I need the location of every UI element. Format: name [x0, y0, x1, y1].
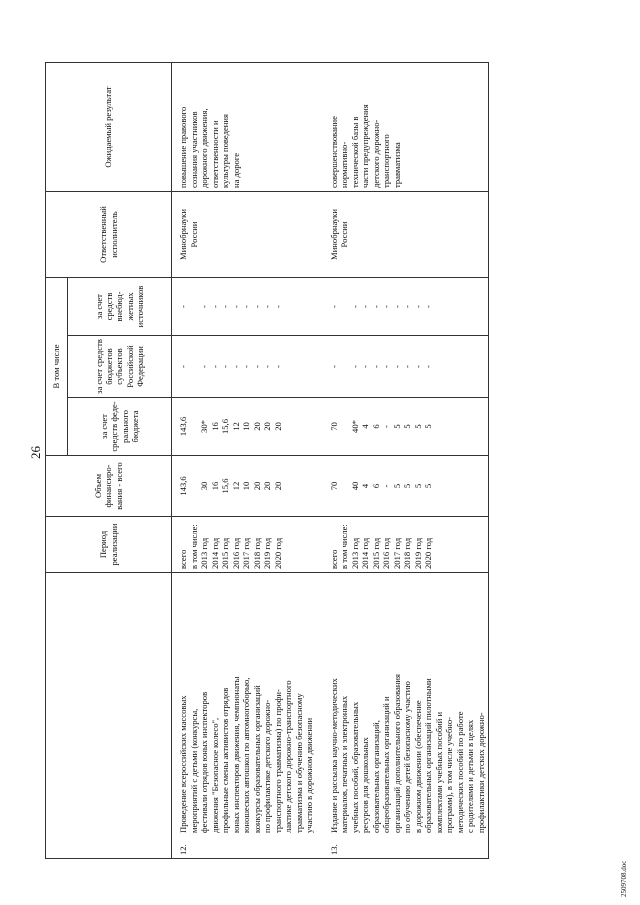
text-line [189, 281, 200, 332]
text-line: - [381, 365, 391, 368]
text-line: транспортного [381, 134, 391, 188]
text-line: образовательных организаций, [370, 720, 381, 833]
text-line: - [251, 305, 262, 308]
executor-cell [321, 192, 489, 278]
text-line: - [360, 365, 370, 368]
text-line: - [241, 365, 251, 368]
text-line: технической базы в [349, 116, 360, 188]
text-line: травматизма [391, 142, 402, 188]
period-cell [321, 517, 489, 573]
text-line: участию в дорожном движении [304, 717, 314, 833]
text-line [339, 401, 350, 452]
text-line: 5 [412, 424, 423, 429]
text-line: 16 [209, 422, 220, 431]
text-line: конкурсы образовательных организаций [251, 685, 262, 833]
regional-cell [321, 336, 489, 398]
text-line: 2018 год [251, 537, 262, 569]
text-line: фестивали отрядов юных инспекторов [199, 691, 209, 833]
header-result: Ожидаемый результат [46, 63, 172, 192]
text-line: 20 [262, 422, 272, 431]
text-line: - [391, 365, 402, 368]
text-line: 6 [370, 424, 381, 429]
text-line: общеобразовательных организаций и [381, 696, 391, 833]
page-number: 26 [28, 446, 43, 459]
row-number: 12. [178, 844, 188, 855]
text-line: - [251, 365, 262, 368]
header-in-total: В том числе [46, 278, 68, 456]
text-line: в том числе: [188, 524, 199, 569]
text-line: России [339, 221, 349, 248]
text-line: - [199, 365, 209, 368]
text-line: 5 [402, 424, 412, 429]
text-line: - [402, 365, 412, 368]
text-line: культуры поведения [220, 114, 230, 188]
text-line: - [349, 305, 360, 308]
text-line: материалов, печатных и электронных [339, 695, 349, 833]
text-line: дорожного движения, [199, 108, 209, 188]
text-line: - [262, 365, 272, 368]
text-line: 20 [272, 422, 283, 431]
text-line: 2018 год [402, 537, 412, 569]
extra-cell [321, 278, 489, 336]
text-line: 15,6 [220, 418, 230, 435]
text-line: России [188, 221, 199, 248]
text-line: 5 [412, 483, 423, 489]
text-line: 2020 год [423, 537, 433, 569]
description-lines [178, 677, 315, 833]
text-line: ответственности и [209, 120, 220, 188]
text-line: - [199, 305, 209, 308]
text-line: 40 [349, 481, 360, 491]
text-line: 16 [209, 481, 220, 491]
text-line: 2013 год [199, 537, 209, 569]
text-line [339, 339, 350, 394]
text-line: 10 [241, 481, 251, 491]
text-line [189, 339, 200, 394]
text-line: 2013 год [349, 537, 360, 569]
header-executor: Ответственный исполнитель [46, 192, 172, 278]
measure-description [172, 573, 321, 859]
text-line: - [381, 425, 391, 428]
text-line: программ), в том числе учебно- [444, 717, 454, 833]
text-line: - [370, 305, 381, 308]
text-line: транспортного травматизма) по профи- [272, 689, 283, 833]
text-line: 5 [423, 424, 433, 429]
header-regional: за счет средств бюджетов субъектов Российской Федерации [68, 336, 172, 398]
text-line [189, 401, 200, 452]
text-line: - [423, 365, 433, 368]
text-line: 143,6 [178, 476, 188, 496]
result-cell [172, 63, 321, 192]
text-line: всего [178, 549, 188, 569]
header-federal: за счет средств феде-рального бюджета [68, 398, 172, 456]
text-line: 10 [241, 422, 251, 431]
text-line: 4 [360, 483, 370, 489]
text-line: 12 [230, 481, 241, 491]
text-line: 30 [199, 481, 209, 491]
text-line: всего [328, 549, 339, 569]
text-line: движения "Безопасное колесо", [209, 717, 220, 833]
text-line: - [230, 305, 241, 308]
text-line: 6 [370, 483, 381, 489]
measure-description [321, 573, 489, 859]
text-line: - [230, 365, 241, 368]
text-line: 20 [262, 481, 272, 491]
text-line: - [272, 365, 283, 368]
text-line: Минобрнауки [328, 209, 339, 260]
text-line: совершенствование [328, 116, 339, 188]
period-cell [172, 517, 321, 573]
text-line: комплектами учебных пособий и [433, 711, 444, 833]
text-line: 20 [251, 481, 262, 491]
text-line: 70 [328, 422, 339, 431]
text-line: повышение правового [178, 106, 188, 188]
text-line: 2015 год [220, 537, 230, 569]
footer-filename: 2509708.doc [620, 860, 628, 897]
text-line: 2015 год [370, 537, 381, 569]
text-line: с родителями и детьми в целях [465, 719, 475, 833]
text-line: образовательных организаций пилотными [423, 678, 433, 833]
text-line: 4 [360, 424, 370, 429]
text-line: мероприятий с детьми (конкурсы, [188, 708, 199, 833]
text-line: организаций дополнительного образования [391, 674, 402, 833]
volume-cell [172, 456, 321, 517]
text-line: 12 [230, 422, 241, 431]
text-line: - [423, 305, 433, 308]
text-line: детского дорожно- [370, 119, 381, 188]
text-line [339, 281, 350, 332]
table-row [321, 63, 489, 859]
text-line: части предупреждения [360, 104, 370, 188]
text-line: 2017 год [391, 537, 402, 569]
text-line: 143,6 [178, 416, 188, 437]
text-line: лактике детского дорожно-транспортного [283, 680, 293, 833]
text-line: 20 [251, 422, 262, 431]
text-line: травматизма и обучению безопасному [293, 693, 304, 833]
text-line: - [209, 305, 220, 308]
header-extra: за счет средств внебюд-жетных источников [68, 278, 172, 336]
text-line: 2016 год [230, 537, 241, 569]
text-line: - [412, 305, 423, 308]
program-table [45, 62, 489, 859]
row-number: 13. [328, 844, 339, 855]
text-line: 70 [328, 481, 339, 491]
text-line: - [272, 305, 283, 308]
header-period: Период реализации [46, 517, 172, 573]
text-line: - [178, 365, 188, 368]
text-line: 2014 год [360, 537, 370, 569]
executor-cell [172, 192, 321, 278]
text-line: 2014 год [209, 537, 220, 569]
text-line: на дороге [230, 152, 241, 188]
text-line: Проведение всероссийских массовых [178, 695, 188, 833]
text-line: - [391, 305, 402, 308]
text-line: 2017 год [241, 537, 251, 569]
result-cell [321, 63, 489, 192]
text-line: 5 [402, 483, 412, 489]
text-line: - [220, 365, 230, 368]
header-blank [46, 573, 172, 859]
text-line: 15,6 [220, 478, 230, 494]
text-line: - [220, 305, 230, 308]
text-line: Издание и рассылка научно-методических [328, 678, 339, 833]
text-line: - [381, 305, 391, 308]
text-line: - [328, 305, 339, 308]
text-line [339, 459, 350, 513]
text-line: профильные смены активистов отрядов [220, 687, 230, 833]
text-line: сознания участников [188, 111, 199, 188]
text-line: - [370, 365, 381, 368]
text-line: - [381, 484, 391, 488]
text-line: 2016 год [381, 537, 391, 569]
text-line: в том числе: [339, 524, 349, 569]
text-line: по обучению детей безопасному участию [402, 681, 412, 833]
extra-cell [172, 278, 321, 336]
text-line: нормативно- [339, 141, 349, 188]
text-line: - [262, 305, 272, 308]
text-line: 20 [272, 481, 283, 491]
text-line: 2019 год [262, 537, 272, 569]
text-line: 30* [199, 420, 209, 433]
text-line: учебных пособий, образовательных [349, 701, 360, 833]
text-line: - [360, 305, 370, 308]
text-line: - [178, 305, 188, 308]
description-lines [329, 674, 487, 833]
text-line: юных инспекторов движения, чемпионаты [230, 676, 241, 833]
text-line: 5 [423, 483, 433, 489]
table-row [172, 63, 321, 859]
text-line: 40* [349, 420, 360, 433]
text-line: - [412, 365, 423, 368]
text-line: ресурсов для дошкольных [360, 737, 370, 833]
text-line: Минобрнауки [178, 209, 188, 260]
text-line: в дорожном движении (обеспечение [412, 700, 423, 833]
text-line: - [328, 365, 339, 368]
text-line: 2019 год [412, 537, 423, 569]
text-line: - [402, 305, 412, 308]
text-line: - [241, 305, 251, 308]
text-line: по профилактике детского дорожно- [262, 699, 272, 833]
text-line: 5 [391, 483, 402, 489]
text-line: юношеских автошкол по автомногоборью, [241, 677, 251, 833]
text-line: - [349, 365, 360, 368]
header-volume: Объем финансиро-вания - всего [46, 456, 172, 517]
regional-cell [172, 336, 321, 398]
text-line: методических пособий по работе [454, 711, 465, 833]
federal-cell [321, 398, 489, 456]
text-line: - [209, 365, 220, 368]
text-line [189, 459, 200, 513]
volume-cell [321, 456, 489, 517]
text-line: 5 [391, 424, 402, 429]
federal-cell [172, 398, 321, 456]
text-line: профилактики детских дорожно- [475, 712, 486, 833]
text-line: 2020 год [272, 537, 283, 569]
